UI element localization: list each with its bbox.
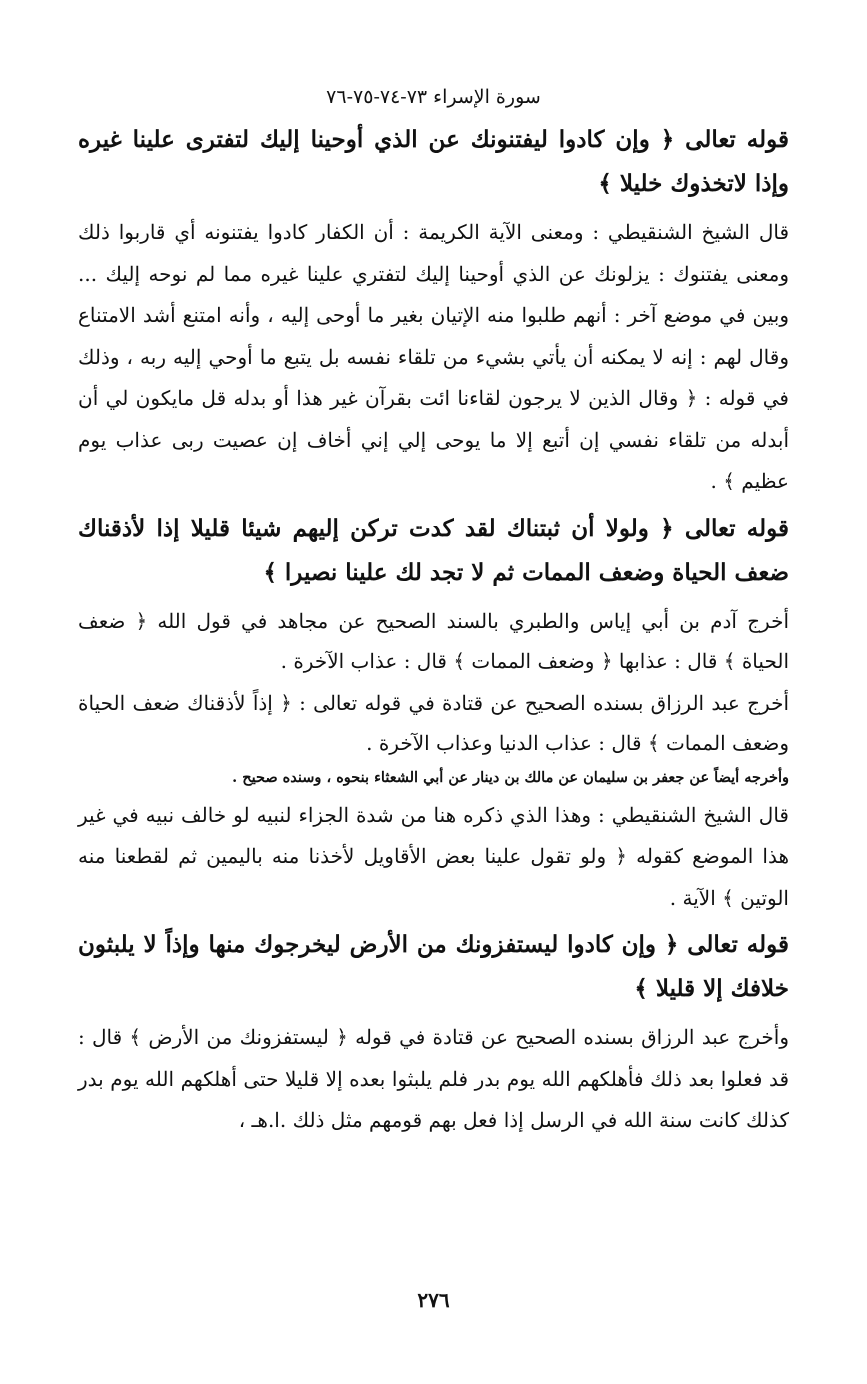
verse-heading: قوله تعالى ﴿ ولولا أن ثبتناك لقد كدت تركن إليهم شيئا قليلا إذا لأذقناك ضعف الحياة وضعف الممات ثم لا تجد لك علينا نصيرا ﴾: [78, 514, 789, 586]
commentary-paragraph: قال الشيخ الشنقيطي : ومعنى الآية الكريمة : أن الكفار كادوا يفتنونه أي قاربوا ذلك ومعنى يفتنوك : يزلونك عن الذي أوحينا إليك لتفتري علينا غيره مما لم نوحه إليك ... وبين في موضع آخر : أنهم طلبوا منه الإتيان بغير ما أوحى إليه ، وأنه امتنع أشد الامتناع وقال لهم : إنه لا يمكنه أن يأتي بشيء من تلقاء نفسه بل يتبع ما أوحي إليه ربه ، وذلك في قوله : ﴿ وقال الذين لا يرجون لقاءنا ائت بقرآن غير هذا أو بدله قل مايكون لي أن أبدله من تلقاء نفسي إن أتبع إلا ما يوحى إلي إني أخاف إن عصيت ربى عذاب يوم عظيم ﴾ .: [78, 220, 790, 493]
commentary-paragraph: قال الشيخ الشنقيطي : وهذا الذي ذكره هنا من شدة الجزاء لنبيه لو خالف نبيه في غير هذا الموضع كقوله ﴿ ولو تقول علينا بعض الأقاويل لأخذنا منه باليمين ثم لقطعنا منه الوتين ﴾ الآية .: [78, 802, 789, 910]
verse-heading: قوله تعالى ﴿ وإن كادوا ليفتنونك عن الذي أوحينا إليك لتفترى علينا غيره وإذا لاتخذوك خليلا ﴾: [78, 126, 789, 197]
commentary-paragraph: أخرج عبد الرزاق بسنده الصحيح عن قتادة في قوله تعالى : ﴿ إذاً لأذقناك ضعف الحياة وضعف الممات ﴾ قال : عذاب الدنيا وعذاب الآخرة .: [78, 690, 789, 755]
commentary-paragraph: وأخرج عبد الرزاق بسنده الصحيح عن قتادة في قوله ﴿ ليستفزونك من الأرض ﴾ قال : قد فعلوا بعد ذلك فأهلكهم الله يوم بدر فلم يلبثوا بعده إلا قليلا حتى أهلكهم الله يوم بدر كذلك كانت سنة الله في الرسل إذا فعل بهم قومهم مثل ذلك .ا.هـ ،: [78, 1025, 790, 1132]
page-number: ٢٧٦: [417, 1288, 450, 1312]
commentary-paragraph: أخرج آدم بن أبي إياس والطبري بالسند الصحيح عن مجاهد في قول الله ﴿ ضعف الحياة ﴾ قال : عذابها ﴿ وضعف الممات ﴾ قال : عذاب الآخرة .: [78, 608, 789, 673]
narration-note: وأخرجه أيضاً عن جعفر بن سليمان عن مالك بن دينار عن أبي الشعثاء بنحوه ، وسنده صحيح .: [232, 768, 789, 786]
page-content: [78, 118, 789, 1146]
running-head: سورة الإسراء ٧٣-٧٤-٧٥-٧٦: [326, 86, 541, 108]
verse-heading: قوله تعالى ﴿ وإن كادوا ليستفزونك من الأرض ليخرجوك منها وإذاً لا يلبثون خلافك إلا قليلا ﴾: [78, 931, 789, 1002]
